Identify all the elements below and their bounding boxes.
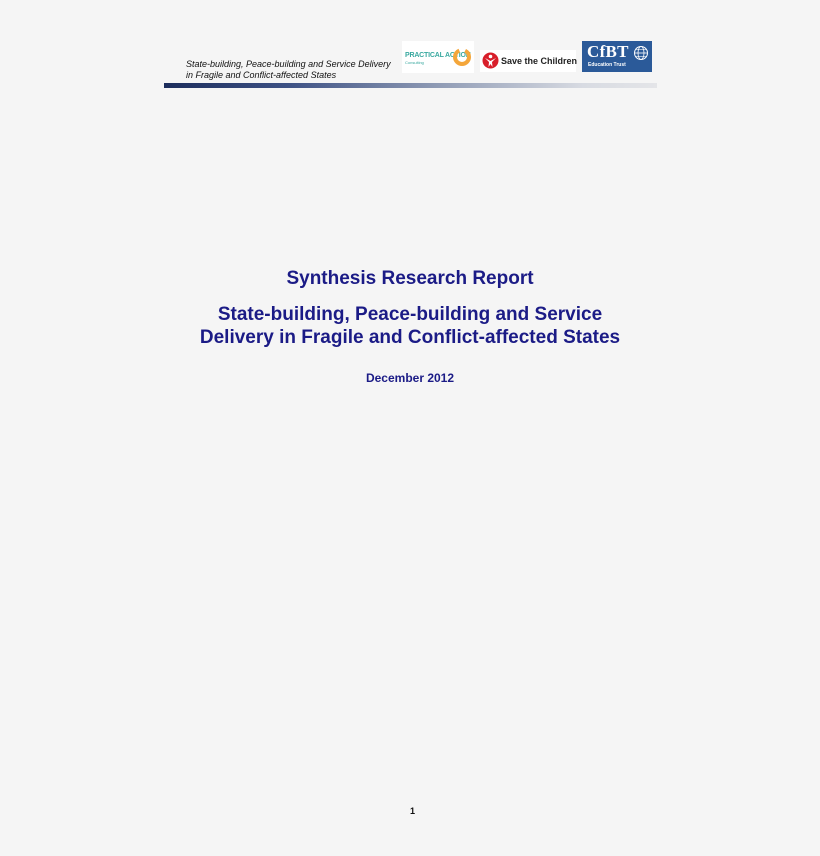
practical-action-logo-subtext: Consulting (405, 60, 424, 65)
header-divider (164, 83, 657, 88)
practical-action-logo-text: PRACTICAL ACTION (405, 52, 471, 59)
practical-action-logo (402, 41, 474, 73)
report-date: December 2012 (365, 371, 455, 385)
running-header-line-2: in Fragile and Conflict-affected States (186, 69, 337, 80)
save-the-children-logo (480, 50, 576, 72)
practical-action-ring-icon (452, 47, 472, 67)
page-number: 1 (409, 806, 415, 816)
report-subtitle-line-2: Delivery in Fragile and Conflict-affected States (199, 327, 621, 348)
running-header (186, 59, 391, 80)
report-title: Synthesis Research Report (286, 268, 534, 289)
save-the-children-figure-icon (482, 52, 499, 70)
cfbt-logo-subtext: Education Trust (588, 62, 626, 68)
cfbt-logo (582, 41, 652, 72)
cfbt-logo-text: CfBT (587, 42, 629, 61)
running-header-line-1: State-building, Peace-building and Service Delivery (186, 59, 391, 69)
save-the-children-logo-text: Save the Children (501, 56, 578, 66)
globe-icon (633, 44, 649, 62)
report-subtitle (0, 303, 820, 349)
report-subtitle-line-1: State-building, Peace-building and Service (217, 304, 603, 325)
